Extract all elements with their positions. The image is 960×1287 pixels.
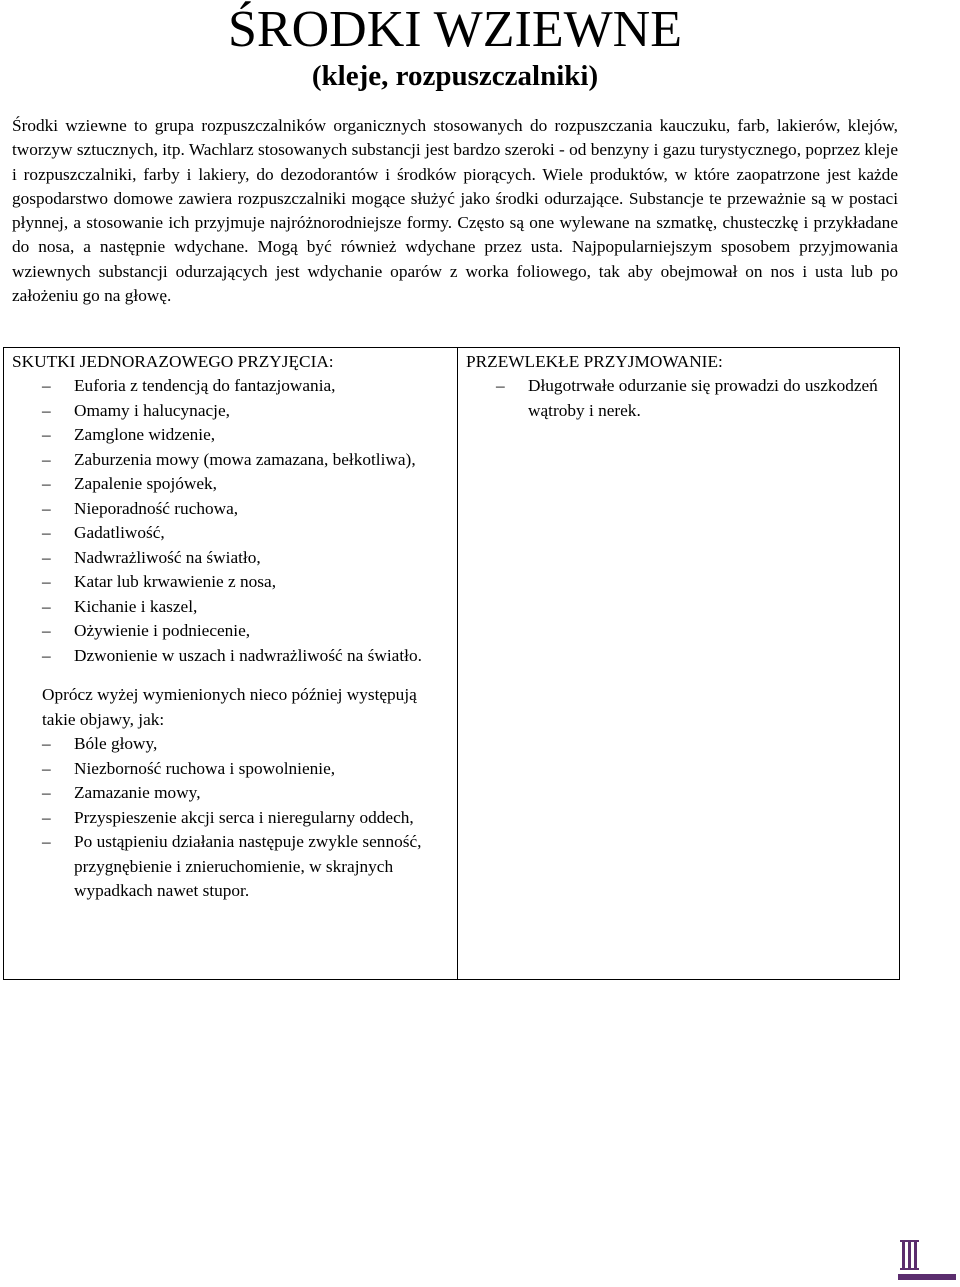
later-effect-item (12, 806, 450, 831)
dash-bullet: – (42, 523, 51, 542)
dash-bullet: – (42, 783, 51, 802)
acute-effect-item (12, 472, 450, 497)
acute-effect-item-text: Nieporadność ruchowa, (74, 498, 239, 518)
after-text: Oprócz wyżej wymienionych nieco później występują takie objawy, jak: (42, 685, 417, 729)
later-effect-item-text: Po ustąpieniu działania następuje zwykle senność, przygnębienie i znieruchomienie, w skrajnych wypadkach nawet stupor. (74, 832, 422, 900)
later-effect-item-text: Przyspieszenie akcji serca i nieregularny oddech, (74, 807, 414, 827)
acute-effect-item-text: Zapalenie spojówek, (74, 474, 218, 493)
later-effects-list (12, 732, 450, 904)
acute-effect-item-text: Gadatliwość, (74, 523, 165, 542)
acute-effect-item-text: Nadwrażliwość na światło, (74, 547, 261, 567)
acute-effect-item (12, 399, 450, 424)
dash-bullet: – (42, 474, 51, 493)
dash-bullet: – (42, 547, 51, 567)
acute-effect-item-text: Ożywienie i podniecenie, (74, 621, 251, 640)
acute-effect-item-text: Euforia z tendencją do fantazjowania, (74, 376, 336, 395)
dash-bullet: – (42, 734, 51, 753)
acute-effect-item (12, 374, 450, 399)
page-number-mark (898, 1238, 956, 1282)
later-effect-item-text: Niezborność ruchowa i spowolnienie, (74, 758, 336, 778)
acute-effect-item-text: Dzwonienie w uszach i nadwrażliwość na światło. (74, 645, 422, 665)
acute-effect-item (12, 619, 450, 644)
dash-bullet: – (42, 621, 51, 640)
dash-bullet: – (42, 449, 51, 469)
chronic-effects-list (466, 374, 896, 423)
dash-bullet: – (42, 400, 51, 420)
acute-effect-item (12, 521, 450, 546)
page-subtitle: (kleje, rozpuszczalniki) (311, 60, 599, 92)
effects-table (3, 347, 900, 980)
right-column-heading: PRZEWLEKŁE PRZYJMOWANIE: (466, 352, 723, 371)
dash-bullet: – (42, 807, 51, 827)
acute-effects-list (12, 374, 450, 668)
acute-effect-item (12, 546, 450, 571)
page-number-icon (898, 1240, 956, 1280)
acute-effect-item (12, 497, 450, 522)
page-title: ŚRODKI WZIEWNE (228, 1, 682, 58)
later-effect-item (12, 781, 450, 806)
acute-effect-item-text: Zaburzenia mowy (mowa zamazana, bełkotliwa), (74, 449, 416, 469)
dash-bullet: – (42, 832, 51, 851)
acute-effect-item (12, 570, 450, 595)
later-effect-item-text: Bóle głowy, (74, 734, 158, 753)
dash-bullet: – (42, 645, 51, 665)
dash-bullet: – (42, 498, 51, 518)
chronic-effect-item-text: Długotrwałe odurzanie się prowadzi do uszkodzeń wątroby i nerek. (528, 376, 878, 420)
dash-bullet: – (42, 425, 51, 444)
dash-bullet: – (42, 572, 51, 591)
left-column (12, 348, 450, 904)
later-effect-item (12, 830, 450, 904)
acute-effect-item-text: Katar lub krwawienie z nosa, (74, 572, 277, 591)
chronic-effect-item (466, 374, 896, 423)
left-column-heading: SKUTKI JEDNORAZOWEGO PRZYJĘCIA: (12, 352, 334, 371)
dash-bullet: – (42, 596, 51, 616)
later-effect-item (12, 732, 450, 757)
acute-effect-item-text: Kichanie i kaszel, (74, 596, 198, 616)
acute-effect-item (12, 448, 450, 473)
acute-effect-item (12, 595, 450, 620)
dash-bullet: – (496, 376, 505, 395)
right-column (466, 348, 896, 423)
later-effect-item-text: Zamazanie mowy, (74, 783, 201, 802)
table-divider (457, 348, 458, 979)
intro-paragraph: Środki wziewne to grupa rozpuszczalników organicznych stosowanych do rozpuszczania kauczuku, farb, lakierów, klejów, tworzyw sztucznych, itp. Wachlarz stosowanych substancji jest bardzo szeroki - od benzyny i gazu turystycznego, poprzez kleje i rozpuszczalniki, farby i lakiery, do dezodorantów i środków piorących. Wiele produktów, w które zaopatrzone jest każde gospodarstwo domowe zawiera rozpuszczalniki mogące służyć jako środki odurzające. Substancje te przeważnie są w postaci płynnej, a stosowanie ich przyjmuje najróżnorodniejsze formy. Często są one wylewane na szmatkę, chusteczkę i przykładane do nosa, a następnie wdychane. Mogą być również wdychane przez usta. Najpopularniejszym sposobem przyjmowania wziewnych substancji odurzających jest wdychanie oparów z worka foliowego, tak aby obejmował on nos i usta lub po założeniu go na głowę. (12, 116, 898, 306)
acute-effect-item-text: Omamy i halucynacje, (74, 400, 230, 420)
acute-effect-item-text: Zamglone widzenie, (74, 425, 216, 444)
acute-effect-item (12, 644, 450, 669)
later-effect-item (12, 757, 450, 782)
dash-bullet: – (42, 376, 51, 395)
acute-effect-item (12, 423, 450, 448)
dash-bullet: – (42, 758, 51, 778)
